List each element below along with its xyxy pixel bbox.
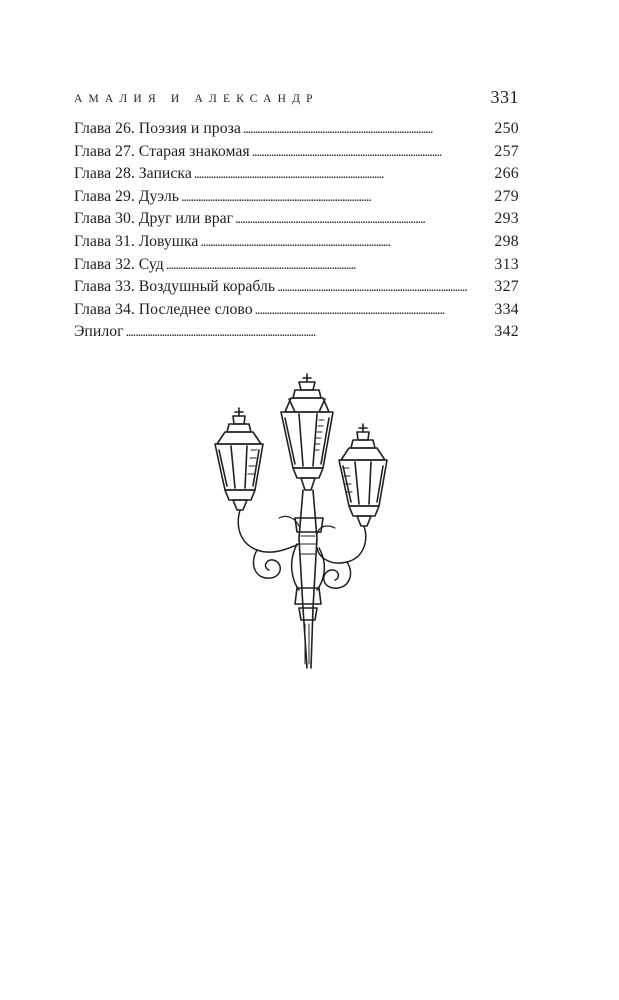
dot-leader [235, 209, 491, 232]
street-lamp-illustration [195, 368, 405, 676]
dot-leader [194, 164, 492, 187]
toc-entry-page: 298 [494, 232, 519, 250]
toc-entry [74, 208, 519, 231]
toc-entry [74, 163, 519, 186]
toc-entry-title: Эпилог [74, 323, 124, 341]
toc-entry-title: Глава 26. Поэзия и проза [74, 120, 241, 137]
dot-leader [181, 187, 491, 210]
toc-entry-title: Глава 29. Дуэль [74, 187, 180, 205]
dot-leader [200, 232, 491, 255]
lamp-post [295, 490, 323, 668]
right-lamp [339, 424, 387, 526]
toc-entry [74, 254, 519, 277]
toc-entry-page: 293 [494, 210, 519, 228]
toc-entry [74, 141, 519, 164]
toc-entry [74, 186, 519, 209]
dot-leader [243, 119, 492, 142]
toc-entry-page: 257 [494, 142, 519, 160]
toc-entry-page: 266 [494, 165, 519, 183]
toc-entry-title: Глава 28. Записка [74, 165, 192, 183]
dot-leader [277, 277, 491, 300]
toc-entry [74, 118, 519, 141]
toc-entry-page: 250 [494, 120, 519, 137]
center-lamp [281, 374, 333, 490]
toc-entry-title: Глава 31. Ловушка [74, 232, 199, 250]
toc-entry-page: 313 [494, 255, 519, 273]
running-head [74, 87, 519, 111]
toc-entry-title: Глава 34. Последнее слово [74, 300, 253, 318]
toc-entry-title: Глава 32. Суд [74, 255, 164, 273]
table-of-contents [74, 118, 519, 344]
dot-leader [255, 300, 492, 323]
toc-entry [74, 231, 519, 254]
page-number: 331 [490, 87, 519, 107]
dot-leader [166, 255, 492, 278]
dot-leader [252, 142, 492, 165]
toc-entry-page: 279 [494, 187, 519, 205]
toc-entry-page: 334 [494, 300, 519, 318]
dot-leader [126, 322, 492, 345]
toc-entry-title: Глава 30. Друг или враг [74, 210, 234, 228]
toc-entry-page: 342 [494, 323, 519, 341]
toc-entry-title: Глава 27. Старая знакомая [74, 142, 250, 160]
toc-entry [74, 299, 519, 322]
toc-entry-page: 327 [494, 278, 519, 296]
toc-entry [74, 321, 519, 344]
left-lamp [215, 408, 263, 510]
toc-entry-title: Глава 33. Воздушный корабль [74, 278, 276, 296]
toc-entry [74, 276, 519, 299]
book-title: АМАЛИЯ И АЛЕКСАНДР [74, 93, 319, 105]
